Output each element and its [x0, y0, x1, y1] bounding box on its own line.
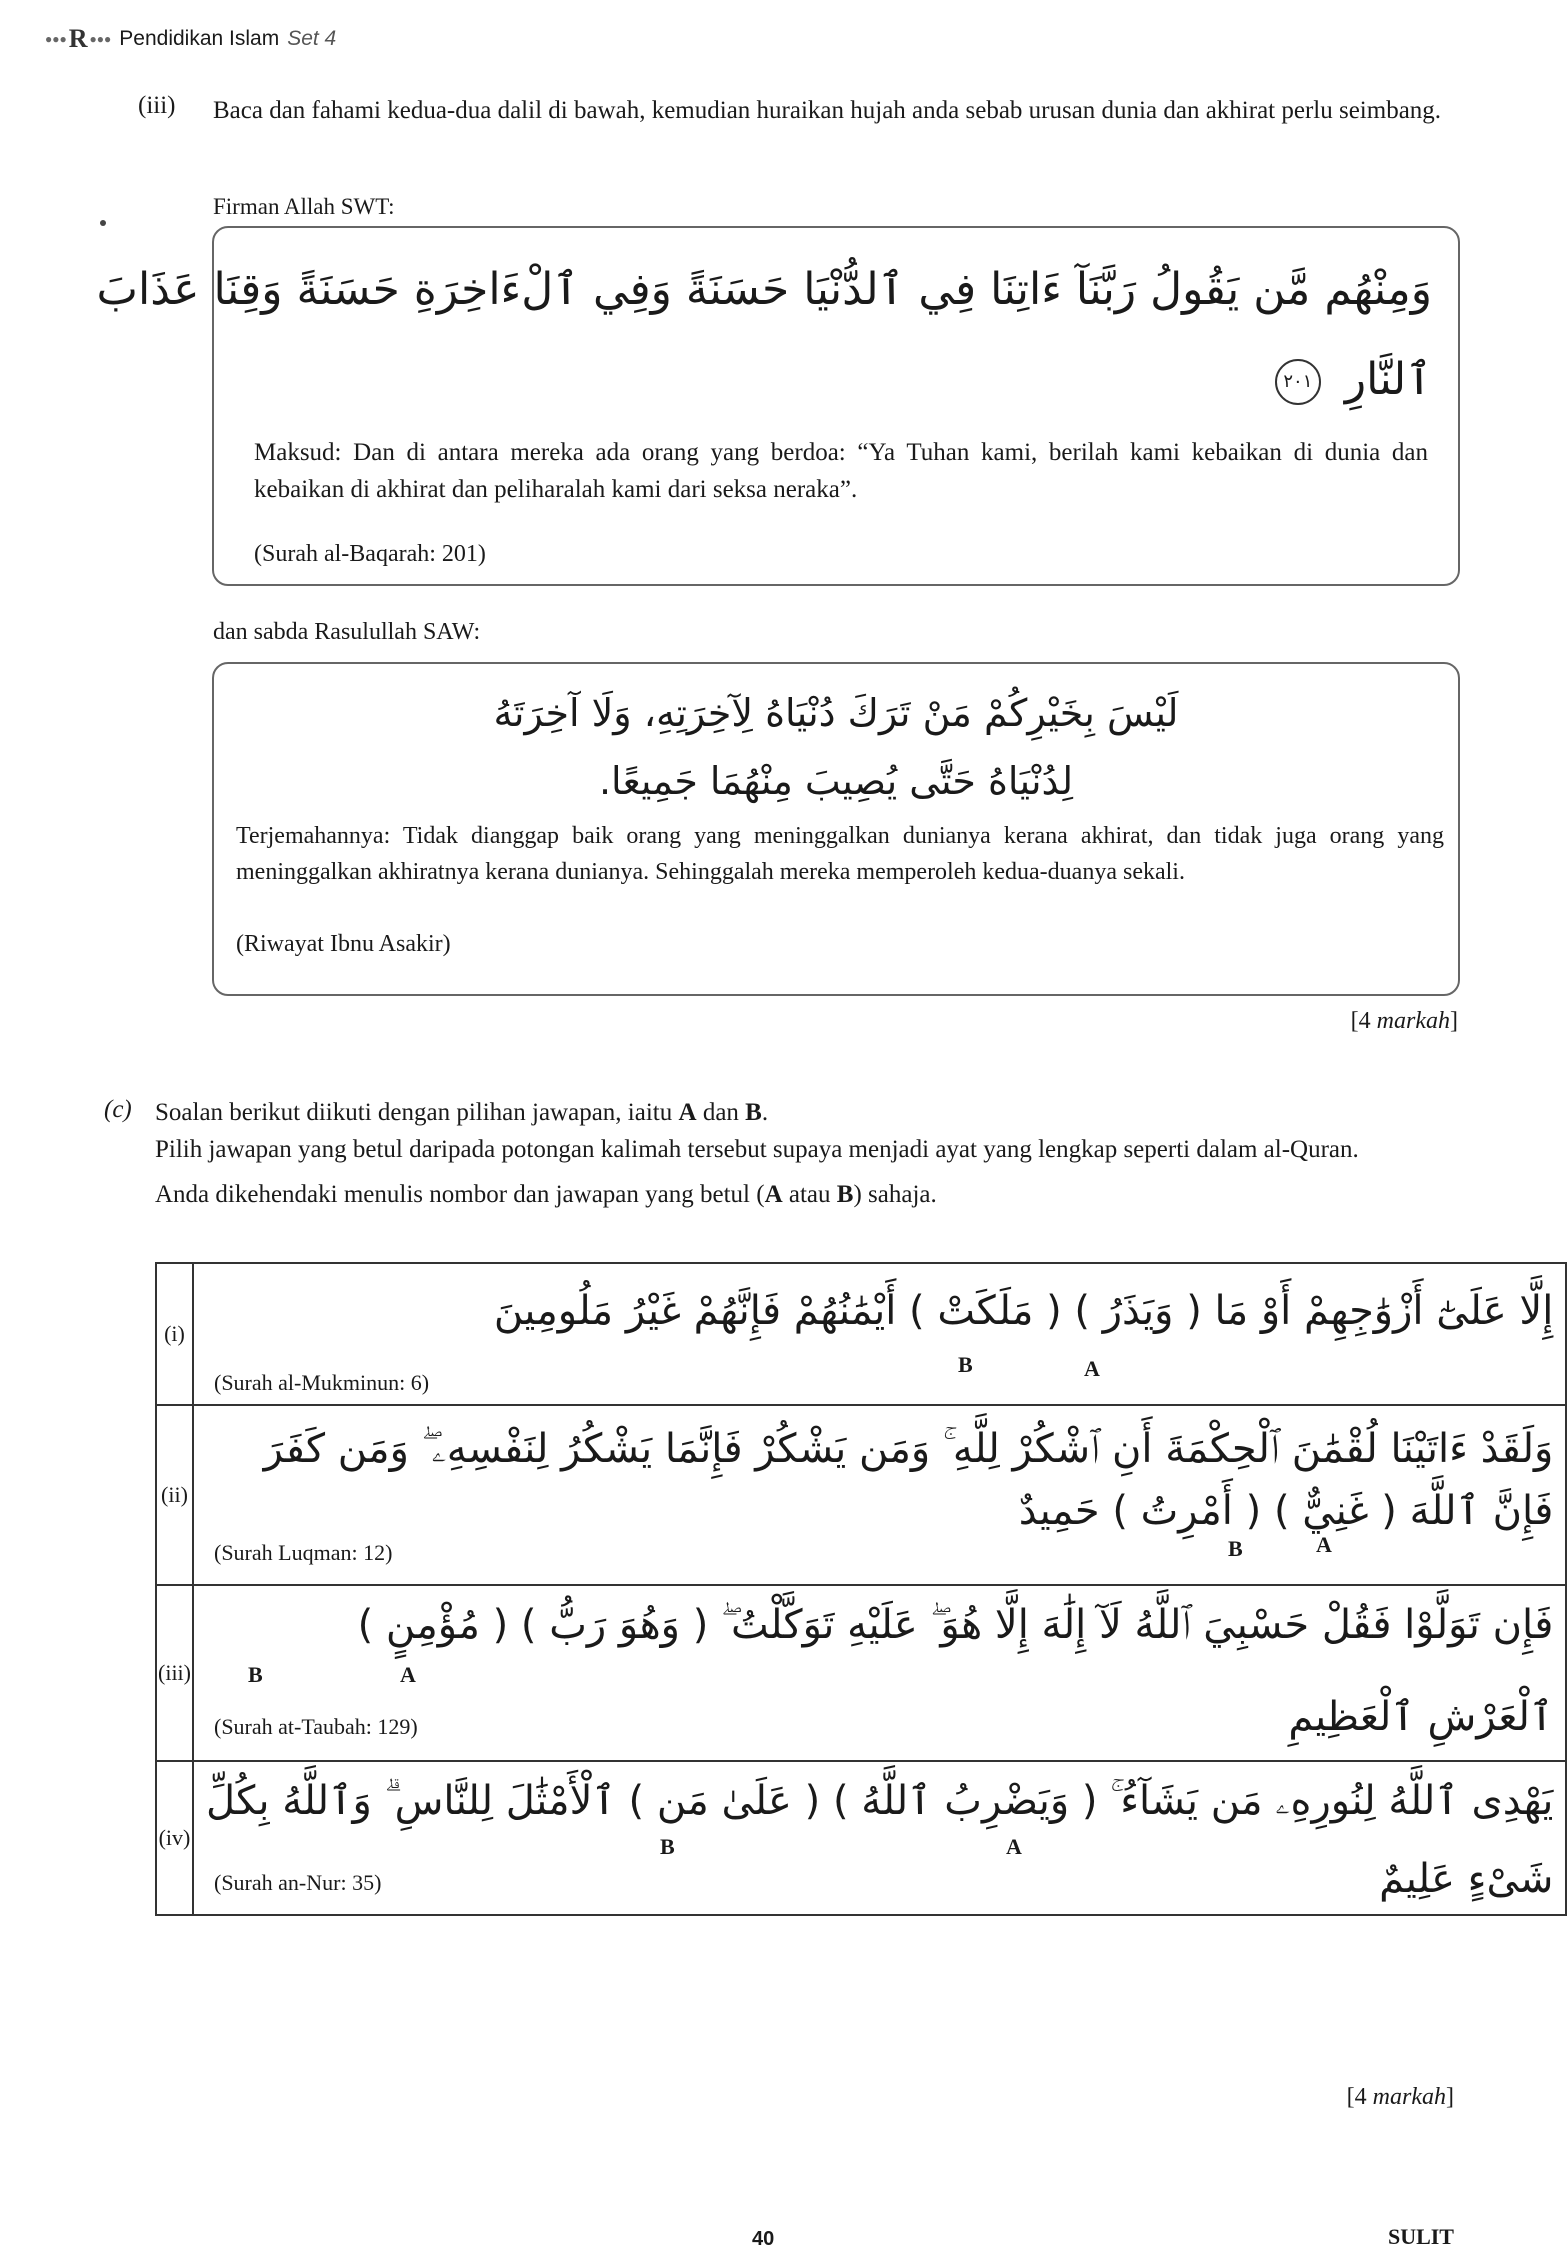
quran-verse-line2: [1275, 348, 1432, 412]
question-c-text: [155, 1094, 1460, 1213]
hadith-source: (Riwayat Ibnu Asakir): [236, 931, 451, 957]
row-arabic-line2: ٱلْعَرْشِ ٱلْعَظِيمِ: [1288, 1694, 1554, 1740]
row-surah: (Surah an-Nur: 35): [214, 1870, 382, 1895]
table-row: [156, 1263, 1566, 1405]
question-c-line1: Soalan berikut diikuti dengan pilihan jawapan, iaitu A dan B.: [155, 1099, 769, 1126]
ayah-end-marker: ٢٠١: [1275, 359, 1321, 405]
label-a: A: [1006, 1834, 1022, 1859]
quran-verse-line1: وَمِنْهُم مَّن يَقُولُ رَبَّنَآ ءَاتِنَا فِي ٱلدُّنْيَا حَسَنَةً وَفِي ٱلْءَاخِرَةِ حَسَنَةً وَقِنَا عَذَابَ: [96, 264, 1432, 315]
marks-label-2: [4 markah]: [1346, 2084, 1454, 2110]
label-a: A: [400, 1662, 416, 1687]
hadith-line2: لِدُنْيَاهُ حَتَّى يُصِيبَ مِنْهُمَا جَمِيعًا.: [598, 759, 1074, 803]
row-number: (ii): [156, 1405, 193, 1585]
row-surah: (Surah at-Taubah: 129): [214, 1714, 418, 1739]
publisher-logo: ●●● R ●●●: [45, 24, 112, 53]
row-arabic-line2: فَإِنَّ ٱللَّهَ ( غَنِيٌّ ) ( أَمْرِتُ ) حَمِيدٌ: [1018, 1488, 1554, 1534]
hadith-translation: Terjemahannya: Tidak dianggap baik orang yang meninggalkan dunianya kerana akhirat, dan tidak juga orang yang meninggalkan akhiratnya kerana dunianya. Sehinggalah mereka memperoleh kedua-duanya sekali.: [236, 823, 1444, 885]
sulit-label: SULIT: [1387, 2224, 1454, 2249]
firman-label: Firman Allah SWT:: [213, 194, 395, 219]
question-number: (iii): [138, 92, 176, 119]
row-content: [193, 1263, 1566, 1405]
label-b: B: [958, 1352, 973, 1377]
label-b: B: [248, 1662, 263, 1687]
table-row: [156, 1405, 1566, 1585]
row-content: [193, 1761, 1566, 1915]
question-instruction: Baca dan fahami kedua-dua dalil di bawah, kemudian huraikan hujah anda sebab urusan dunia dan akhirat perlu seimbang.: [213, 97, 1442, 124]
label-b: B: [660, 1834, 675, 1859]
hadith-box: [212, 662, 1460, 996]
quran-verse-line2-text: ٱلنَّارِ: [1344, 354, 1432, 405]
row-arabic-line1: إِلَّا عَلَىٰٓ أَزْوَٰجِهِمْ أَوْ مَا ( وَيَذَرُ ) ( مَلَكَتْ ) أَيْمَٰنُهُمْ فَإِنَّهُمْ غَيْرُ مَلُومِينَ: [493, 1288, 1554, 1334]
row-arabic-line1: يَهْدِى ٱللَّهُ لِنُورِهِۦ مَن يَشَآءُ ۚ ( وَيَضْرِبُ ٱللَّهُ ) ( عَلَىٰ مَن ) ٱلْأَمْثَٰلَ لِلنَّاسِ ۗ وَٱللَّهُ بِكُلِّ: [206, 1778, 1554, 1824]
row-arabic-line1: وَلَقَدْ ءَاتَيْنَا لُقْمَٰنَ ٱلْحِكْمَةَ أَنِ ٱشْكُرْ لِلَّهِ ۚ وَمَن يَشْكُرْ فَإِنَّمَا يَشْكُرُ لِنَفْسِهِۦ ۖ وَمَن كَفَرَ: [263, 1426, 1554, 1472]
quran-verse-box: [96, 226, 1460, 586]
hadith-line1: لَيْسَ بِخَيْرِكُمْ مَنْ تَرَكَ دُنْيَاهُ لِآخِرَتِهِ، وَلَا آخِرَتَهُ: [493, 691, 1179, 735]
stray-mark: [100, 220, 106, 226]
row-arabic-line2: شَىْءٍ عَلِيمٌ: [1379, 1856, 1554, 1902]
label-b: B: [1228, 1536, 1243, 1561]
row-number: (iii): [156, 1585, 193, 1761]
sabda-label: dan sabda Rasulullah SAW:: [213, 619, 481, 645]
verse-source: (Surah al-Baqarah: 201): [254, 541, 486, 567]
answer-table: [155, 1262, 1567, 1916]
table-row: [156, 1585, 1566, 1761]
row-surah: (Surah Luqman: 12): [214, 1540, 393, 1565]
verse-meaning: Maksud: Dan di antara mereka ada orang yang berdoa: “Ya Tuhan kami, berilah kami kebaikan di dunia dan kebaikan di akhirat dan peliharalah kami dari seksa neraka”.: [254, 439, 1428, 503]
running-header: [45, 24, 336, 54]
row-number: (iv): [156, 1761, 193, 1915]
row-content: [193, 1585, 1566, 1761]
page-number: 40: [752, 2228, 775, 2250]
row-content: [193, 1405, 1566, 1585]
row-arabic-line1: فَإِن تَوَلَّوْا فَقُلْ حَسْبِيَ ٱللَّهُ لَآ إِلَٰهَ إِلَّا هُوَ ۖ عَلَيْهِ تَوَكَّلْتُ ۖ ( وَهُوَ رَبُّ ) ( مُؤْمِنٍ ): [357, 1602, 1554, 1648]
marks-label-1: [4 markah]: [1350, 1008, 1458, 1034]
book-title: Pendidikan Islam: [119, 27, 280, 50]
set-label: Set 4: [287, 27, 337, 50]
label-a: A: [1084, 1356, 1100, 1381]
question-c-line3: Anda dikehendaki menulis nombor dan jawapan yang betul (A atau B) sahaja.: [155, 1181, 937, 1208]
label-a: A: [1316, 1532, 1332, 1557]
row-surah: (Surah al-Mukminun: 6): [214, 1370, 430, 1395]
table-row: [156, 1761, 1566, 1915]
row-number: (i): [156, 1263, 193, 1405]
question-c-label: (c): [104, 1096, 132, 1123]
question-c-line2: Pilih jawapan yang betul daripada potongan kalimah tersebut supaya menjadi ayat yang lengkap seperti dalam al-Quran.: [155, 1136, 1359, 1163]
